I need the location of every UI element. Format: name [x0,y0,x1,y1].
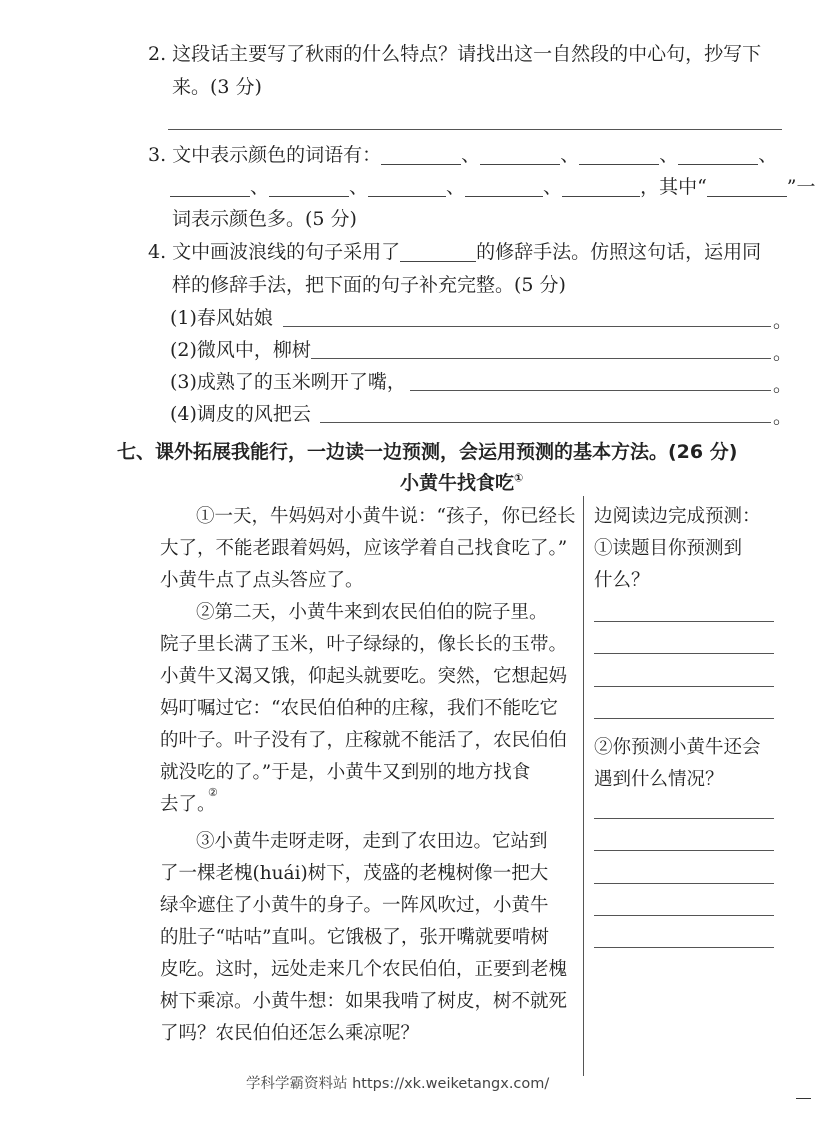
side-q2-answer-line[interactable] [594,947,774,948]
q3-end: ”一 [786,176,816,198]
q3-sep: 、 [250,176,270,198]
side-q1-answer-line[interactable] [594,718,774,719]
story-line: 的叶子。叶子没有了，庄稼就不能活了，农民伯伯 [160,730,568,751]
q4-line2: 样的修辞手法，把下面的句子补充完整。(5 分) [172,274,566,296]
side-q2-answer-line[interactable] [594,915,774,916]
story-line: 就没吃的了。”于是，小黄牛又到别的地方找食 [160,762,531,783]
page-edge-mark [796,1098,811,1099]
story-line: 小黄牛又渴又饿，仰起头就要吃。突然，它想起妈 [160,666,568,687]
q2-answer-line[interactable] [168,129,782,130]
q4-item-2-period: 。 [773,342,793,364]
q4-line1b: 的修辞手法。仿照这句话，运用同 [476,241,762,263]
story-line: 小黄牛点了点头答应了。 [160,570,364,591]
side-q1-line1: ①读题目你预测到 [594,538,743,559]
story-line: 的肚子“咕咕”直叫。它饿极了，张开嘴就要啃树 [160,927,549,948]
q3-sep: 、 [560,144,580,166]
q3-blank-8[interactable] [465,178,543,197]
q4-item-1-line[interactable] [283,326,771,327]
story-line: 了吗？农民伯伯还怎么乘凉呢？ [160,1023,420,1044]
side-q2-answer-line[interactable] [594,818,774,819]
story-title-text: 小黄牛找食吃 [400,472,515,494]
q2-line2: 来。(3 分) [172,76,262,98]
q4-item-3: (3)成熟了的玉米咧开了嘴， [170,371,406,393]
side-q1-answer-line[interactable] [594,686,774,687]
q3-prefix: 3. 文中表示颜色的词语有： [148,144,382,166]
q4-item-1: (1)春风姑娘 [170,307,273,329]
q3-blank-3[interactable] [579,146,659,165]
story-line: 大了，不能老跟着妈妈，应该学着自己找食吃了。” [160,538,568,559]
story-line: 绿伞遮住了小黄牛的身子。一阵风吹过，小黄牛 [160,895,549,916]
q4-item-1-period: 。 [773,310,793,332]
side-q1-line2: 什么？ [594,570,650,591]
q3-sep: 、 [758,144,778,166]
q3-sep: 、 [461,144,481,166]
story-line: 院子里长满了玉米，叶子绿绿的，像长长的玉带。 [160,634,568,655]
q3-sep: 、 [543,176,563,198]
q4-item-4-period: 。 [773,406,793,428]
story-line: ③小黄牛走呀走呀，走到了农田边。它站到 [196,831,548,852]
story-line: 皮吃。这时，远处走来几个农民伯伯，正要到老槐 [160,959,568,980]
story-line: 了一棵老槐(huái)树下，茂盛的老槐树像一把大 [160,863,549,884]
q3-blank-2[interactable] [480,146,560,165]
q3-line2 [170,178,816,197]
q4-line1 [148,243,761,262]
story-line: 去了。 [160,794,216,815]
q4-item-3-line[interactable] [410,390,771,391]
q4-item-2-line[interactable] [311,358,771,359]
q3-mid: ，其中“ [640,176,707,198]
side-q2-line2: 遇到什么情况？ [594,769,724,790]
q2-line1: 2. 这段话主要写了秋雨的什么特点？请找出这一自然段的中心句，抄写下 [148,43,762,65]
q4-item-2: (2)微风中，柳树 [170,339,311,361]
q3-sep: 、 [659,144,679,166]
q3-blank-5[interactable] [170,178,250,197]
q4-item-3-period: 。 [773,374,793,396]
q4-line1a: 4. 文中画波浪线的句子采用了 [148,241,401,263]
q3-line1 [148,146,777,165]
story-line: 妈叮嘱过它：“农民伯伯种的庄稼，我们不能吃它 [160,698,558,719]
side-q1-answer-line[interactable] [594,621,774,622]
story-line: ②第二天，小黄牛来到农民伯伯的院子里。 [196,602,548,623]
q3-sep: 、 [349,176,369,198]
story-line: 树下乘凉。小黄牛想：如果我啃了树皮，树不就死 [160,991,568,1012]
footer-watermark: 学科学霸资料站 https://xk.weiketangx.com/ [246,1076,550,1092]
q3-blank-9[interactable] [562,178,640,197]
story-footnote-mark: ② [208,786,218,799]
column-divider [583,496,584,1076]
q3-blank-10[interactable] [707,178,787,197]
side-q2-line1: ②你预测小黄牛还会 [594,737,761,758]
story-title [400,468,523,495]
side-q1-answer-line[interactable] [594,653,774,654]
q4-blank-rhetoric[interactable] [400,243,476,262]
title-footnote-mark: ① [514,471,524,485]
side-q2-answer-line[interactable] [594,850,774,851]
side-q2-answer-line[interactable] [594,883,774,884]
q4-item-4: (4)调皮的风把云 [170,403,311,425]
q3-blank-7[interactable] [368,178,446,197]
q3-line3: 词表示颜色多。(5 分) [172,208,357,230]
story-line: ①一天，牛妈妈对小黄牛说：“孩子，你已经长 [196,506,576,527]
section7-heading: 七、课外拓展我能行，一边读一边预测，会运用预测的基本方法。(26 分) [117,441,738,463]
q3-blank-1[interactable] [381,146,461,165]
side-heading: 边阅读边完成预测： [594,506,761,527]
q3-blank-6[interactable] [269,178,349,197]
q4-item-4-line[interactable] [320,422,771,423]
q3-blank-4[interactable] [678,146,758,165]
q3-sep: 、 [446,176,466,198]
